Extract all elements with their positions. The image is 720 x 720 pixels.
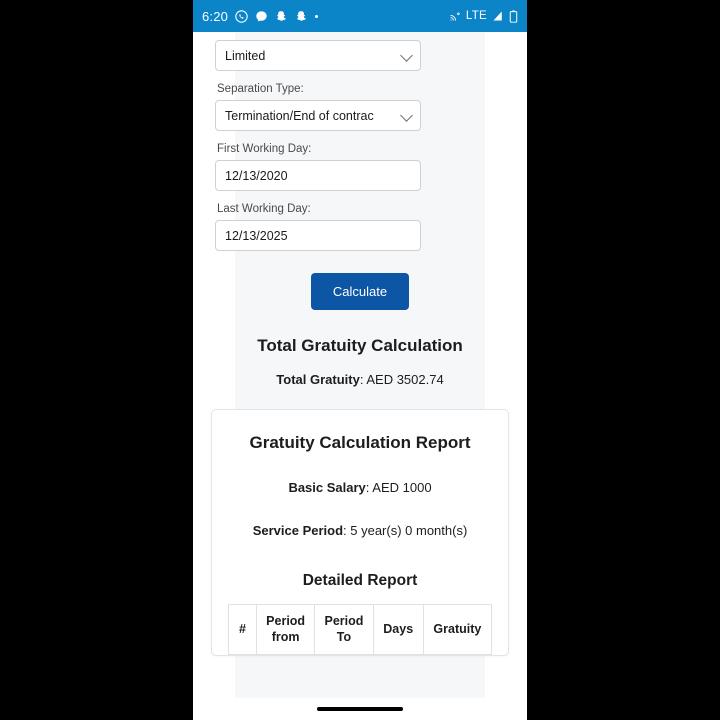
snapchat-icon <box>275 10 288 23</box>
chevron-down-icon <box>400 109 413 122</box>
service-period-label: Service Period <box>252 523 344 539</box>
chevron-down-icon <box>400 49 413 62</box>
cast-icon <box>449 10 461 22</box>
separation-type-label: Separation Type: <box>217 83 304 95</box>
separation-type-select[interactable] <box>215 100 421 131</box>
status-bar-right <box>449 10 518 23</box>
scroll-container[interactable] <box>193 32 527 656</box>
network-type-label: LTE <box>465 10 487 22</box>
table-header-days: Days <box>373 604 423 654</box>
whatsapp-icon <box>235 10 248 23</box>
total-gratuity-value: : AED 3502.74 <box>359 372 444 387</box>
calculate-button[interactable]: Calculate <box>311 273 409 310</box>
calculate-button-row <box>215 273 505 310</box>
form-section <box>193 32 527 387</box>
gratuity-report-card <box>211 409 509 656</box>
app-content <box>193 32 527 720</box>
last-working-day-value: 12/13/2025 <box>225 228 288 243</box>
basic-salary-value: : AED 1000 <box>365 480 432 496</box>
status-bar <box>193 0 527 32</box>
first-working-day-input[interactable] <box>215 160 421 191</box>
detailed-report-title: Detailed Report <box>302 571 418 589</box>
basic-salary-line <box>228 478 492 499</box>
home-indicator[interactable] <box>317 707 403 711</box>
report-title: Gratuity Calculation Report <box>249 433 471 452</box>
table-header-period-from: Period from <box>256 604 314 654</box>
snapchat-icon <box>295 10 308 23</box>
first-working-day-label: First Working Day: <box>217 143 312 155</box>
total-gratuity-line <box>215 372 505 387</box>
detailed-report-table <box>228 604 492 655</box>
phone-screen <box>193 0 527 720</box>
contract-type-value: Limited <box>225 48 266 63</box>
battery-icon <box>509 10 518 23</box>
last-working-day-input[interactable] <box>215 220 421 251</box>
table-header-period-to: Period To <box>315 604 373 654</box>
signal-icon <box>492 10 504 22</box>
status-bar-left <box>202 9 318 24</box>
total-gratuity-heading: Total Gratuity Calculation <box>257 336 463 355</box>
table-header-row <box>229 604 492 654</box>
dot-icon <box>315 15 318 18</box>
last-working-day-label: Last Working Day: <box>217 203 311 215</box>
clock: 6:20 <box>202 8 229 24</box>
table-header-index: # <box>229 604 257 654</box>
system-navigation-bar <box>193 698 527 720</box>
separation-type-value: Termination/End of contrac <box>225 108 374 123</box>
first-working-day-value: 12/13/2020 <box>225 168 288 183</box>
contract-type-select[interactable] <box>215 40 421 71</box>
total-gratuity-label: Total Gratuity <box>276 372 360 387</box>
scrollbar[interactable] <box>524 152 526 272</box>
service-period-line <box>228 521 492 542</box>
messenger-icon <box>255 10 268 23</box>
service-period-value: : 5 year(s) 0 month(s) <box>343 523 468 539</box>
basic-salary-label: Basic Salary <box>288 480 366 496</box>
table-header-gratuity: Gratuity <box>423 604 491 654</box>
